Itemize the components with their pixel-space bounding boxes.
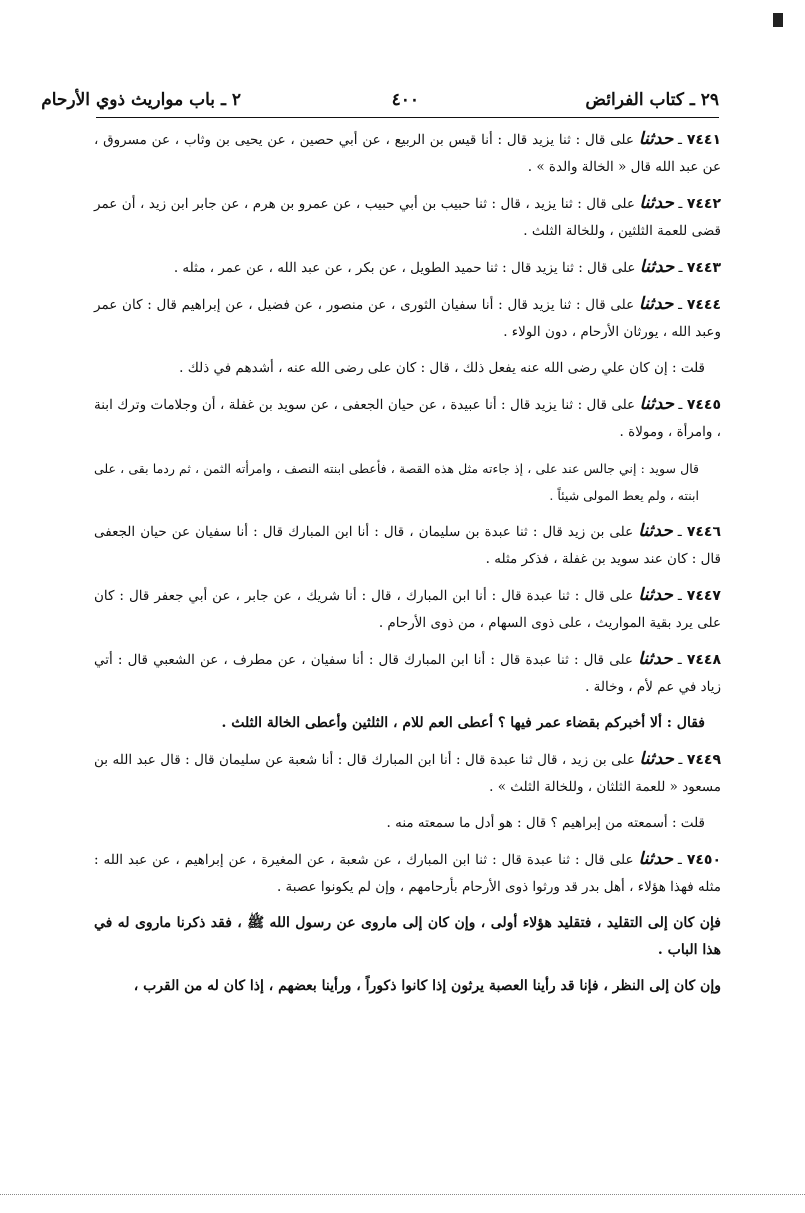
- paragraph-text: على قال : ثنا يزيد قال : أنا عبيدة ، عن حيان الجعفى ، عن سويد بن غفلة ، أن وجلامات وترك ابنة ، وامرأة ، ومولاة .: [94, 397, 721, 440]
- header-rule: [96, 117, 719, 118]
- chapter-title: ٢٩ ـ كتاب الفرائض: [585, 90, 719, 110]
- hadith-paragraph: ٧٤٥٠ ـ حدثنا على قال : ثنا عبدة قال : ثنا ابن المبارك ، عن شعبة ، عن المغيرة ، عن إبراهيم ، عن عبد الله : مثله فهذا هؤلاء ، أهل بدر قد ورثوا ذوى الأرحام بأرحامهم ، وإن لم يكونوا عصبة .: [94, 849, 722, 895]
- hadith-paragraph: ٧٤٤٥ ـ حدثنا على قال : ثنا يزيد قال : أنا عبيدة ، عن حيان الجعفى ، عن سويد بن غفلة ، أن وجلامات وترك ابنة ، وامرأة ، ومولاة .: [94, 394, 721, 440]
- haddathana-keyword: حدثنا: [639, 394, 675, 414]
- hadith-paragraph: ٧٤٤٤ ـ حدثنا على قال : ثنا يزيد قال : أنا سفيان الثورى ، عن منصور ، عن فضيل ، عن إبراهيم قال : كان عمر وعبد الله ، يورثان الأرحام ، دون الولاء .: [94, 294, 721, 340]
- paragraph-text: على قال : ثنا يزيد ، قال : ثنا حبيب بن أبي حبيب ، عن عمرو بن هرم ، عن جابر ابن زيد ، أن عمر قضى للعمة الثلثين ، وللخالة الثلث .: [94, 196, 721, 239]
- commentary-paragraph: [94, 355, 721, 382]
- haddathana-keyword: حدثنا: [638, 129, 674, 149]
- hadith-number: ٧٤٤٣: [686, 260, 721, 276]
- paragraph-text: على بن زيد ، قال ثنا عبدة قال : أنا ابن المبارك قال : أنا شعبة عن سليمان قال : قال عبد الله بن مسعود « للعمة الثلثان ، وللخالة الثلث » .: [94, 752, 721, 795]
- haddathana-keyword: حدثنا: [639, 257, 675, 277]
- paragraph-text: على قال : ثنا يزيد قال : أنا سفيان الثورى ، عن منصور ، عن فضيل ، عن إبراهيم قال : كان عمر وعبد الله ، يورثان الأرحام ، دون الولاء .: [94, 297, 721, 340]
- hadith-number: ٧٤٤٩: [686, 752, 722, 768]
- haddathana-keyword: حدثنا: [639, 193, 674, 213]
- hadith-paragraph: ٧٤٤٨ ـ حدثنا على قال : ثنا عبدة قال : أنا ابن المبارك قال : أنا سفيان ، عن مطرف ، عن الشعبي قال : أتي زياد في عم لأم ، وخالة .: [94, 649, 721, 695]
- page-body: [94, 126, 721, 1009]
- hadith-number: ٧٤٤٥: [686, 397, 721, 413]
- paragraph-text: قلت : إن كان علي رضى الله عنه يفعل ذلك ، قال : كان على رضى الله عنه ، أشدهم في ذلك .: [179, 360, 705, 376]
- page-header: [41, 84, 719, 114]
- paragraph-text: على قال : ثنا يزيد قال : أنا قيس بن الربيع ، عن أبي حصين ، عن يحيى بن وثاب ، عن مسروق ، عن عبد الله قال « الخالة والدة » .: [94, 132, 721, 175]
- hadith-paragraph: ٧٤٤٦ ـ حدثنا على بن زيد قال : ثنا عبدة بن سليمان ، قال : أنا ابن المبارك قال : أنا سفيان عن حيان الجعفى قال : كان عند سويد بن غفلة ، فذكر مثله .: [94, 521, 721, 567]
- hadith-paragraph: ٧٤٤١ ـ حدثنا على قال : ثنا يزيد قال : أنا قيس بن الربيع ، عن أبي حصين ، عن يحيى بن وثاب ، عن مسروق ، عن عبد الله قال « الخالة والدة » .: [94, 129, 721, 175]
- haddathana-keyword: حدثنا: [638, 649, 673, 669]
- paragraph-text: على قال : ثنا يزيد قال : ثنا حميد الطويل ، عن بكر ، عن عبد الله ، عن عمر ، مثله .: [173, 260, 640, 276]
- section-title: ٢ ـ باب مواريث ذوي الأرحام: [41, 90, 241, 110]
- commentary-paragraph: [94, 455, 721, 509]
- paragraph-text: على قال : ثنا عبدة قال : ثنا ابن المبارك ، عن شعبة ، عن المغيرة ، عن إبراهيم ، عن عبد الله : مثله فهذا هؤلاء ، أهل بدر قد ورثوا ذوى الأرحام بأرحامهم ، وإن لم يكونوا عصبة .: [94, 852, 721, 895]
- commentary-paragraph: [94, 810, 721, 837]
- hadith-number: ٧٤٤٨: [686, 652, 721, 668]
- commentary-paragraph: [94, 710, 721, 737]
- hadith-number: ٧٤٥٠: [686, 852, 722, 868]
- paragraph-text: على قال : ثنا عبدة قال : أنا ابن المبارك ، قال : أنا شريك ، عن جابر ، عن أبي جعفر قال : كان على يرد بقية المواريث ، على ذوى السهام ، من ذوى الأرحام .: [94, 588, 721, 631]
- hadith-paragraph: ٧٤٤٩ ـ حدثنا على بن زيد ، قال ثنا عبدة قال : أنا ابن المبارك قال : أنا شعبة عن سليمان قال : قال عبد الله بن مسعود « للعمة الثلثان ، وللخالة الثلث » .: [94, 749, 722, 795]
- paragraph-text: قلت : أسمعته من إبراهيم ؟ قال : هو أدل ما سمعته منه .: [386, 815, 705, 831]
- hadith-paragraph: ٧٤٤٢ ـ حدثنا على قال : ثنا يزيد ، قال : ثنا حبيب بن أبي حبيب ، عن عمرو بن هرم ، عن جابر ابن زيد ، أن عمر قضى للعمة الثلثين ، وللخالة الثلث .: [94, 193, 721, 239]
- paragraph-text: فقال : ألا أخبركم بقضاء عمر فيها ؟ أعطى العم للام ، الثلثين وأعطى الخالة الثلث .: [221, 715, 705, 731]
- hadith-number: ٧٤٤١: [686, 132, 721, 148]
- paragraph-text: فإن كان إلى التقليد ، فتقليد هؤلاء أولى ، وإن كان إلى ماروى عن رسول الله ﷺ ، فقد ذكرنا ماروى له في هذا الباب .: [94, 915, 721, 958]
- hadith-number: ٧٤٤٦: [686, 524, 721, 540]
- footer-rule: [0, 1194, 805, 1195]
- hadith-paragraph: ٧٤٤٣ ـ حدثنا على قال : ثنا يزيد قال : ثنا حميد الطويل ، عن بكر ، عن عبد الله ، عن عمر ، مثله .: [173, 257, 721, 277]
- paragraph-text: وإن كان إلى النظر ، فإنا قد رأينا العصبة يرثون إذا كانوا ذكوراً ، ورأينا بعضهم ، إذا كان له من القرب ،: [133, 978, 721, 994]
- haddathana-keyword: حدثنا: [638, 585, 673, 605]
- hadith-number: ٧٤٤٤: [686, 297, 721, 313]
- haddathana-keyword: حدثنا: [638, 849, 673, 869]
- haddathana-keyword: حدثنا: [639, 749, 674, 769]
- scan-corner-mark: [773, 12, 783, 26]
- hadith-number: ٧٤٤٧: [686, 588, 721, 604]
- haddathana-keyword: حدثنا: [638, 294, 674, 314]
- hadith-number: ٧٤٤٢: [686, 196, 721, 212]
- commentary-paragraph: [94, 973, 721, 1000]
- paragraph-text: على قال : ثنا عبدة قال : أنا ابن المبارك قال : أنا سفيان ، عن مطرف ، عن الشعبي قال : أتي زياد في عم لأم ، وخالة .: [94, 652, 721, 695]
- page-number: ٤٠٠: [391, 90, 419, 110]
- hadith-paragraph: ٧٤٤٧ ـ حدثنا على قال : ثنا عبدة قال : أنا ابن المبارك ، قال : أنا شريك ، عن جابر ، عن أبي جعفر قال : كان على يرد بقية المواريث ، على ذوى السهام ، من ذوى الأرحام .: [94, 585, 721, 631]
- haddathana-keyword: حدثنا: [638, 521, 673, 541]
- commentary-paragraph: [94, 910, 721, 964]
- paragraph-text: على بن زيد قال : ثنا عبدة بن سليمان ، قال : أنا ابن المبارك قال : أنا سفيان عن حيان الجعفى قال : كان عند سويد بن غفلة ، فذكر مثله .: [94, 524, 721, 567]
- paragraph-text: قال سويد : إني جالس عند على ، إذ جاءته مثل هذه القصة ، فأعطى ابنته النصف ، وامرأته الثمن ، ثم ردما بقى ، على ابنته ، ولم يعط المولى شيئاً .: [94, 461, 699, 503]
